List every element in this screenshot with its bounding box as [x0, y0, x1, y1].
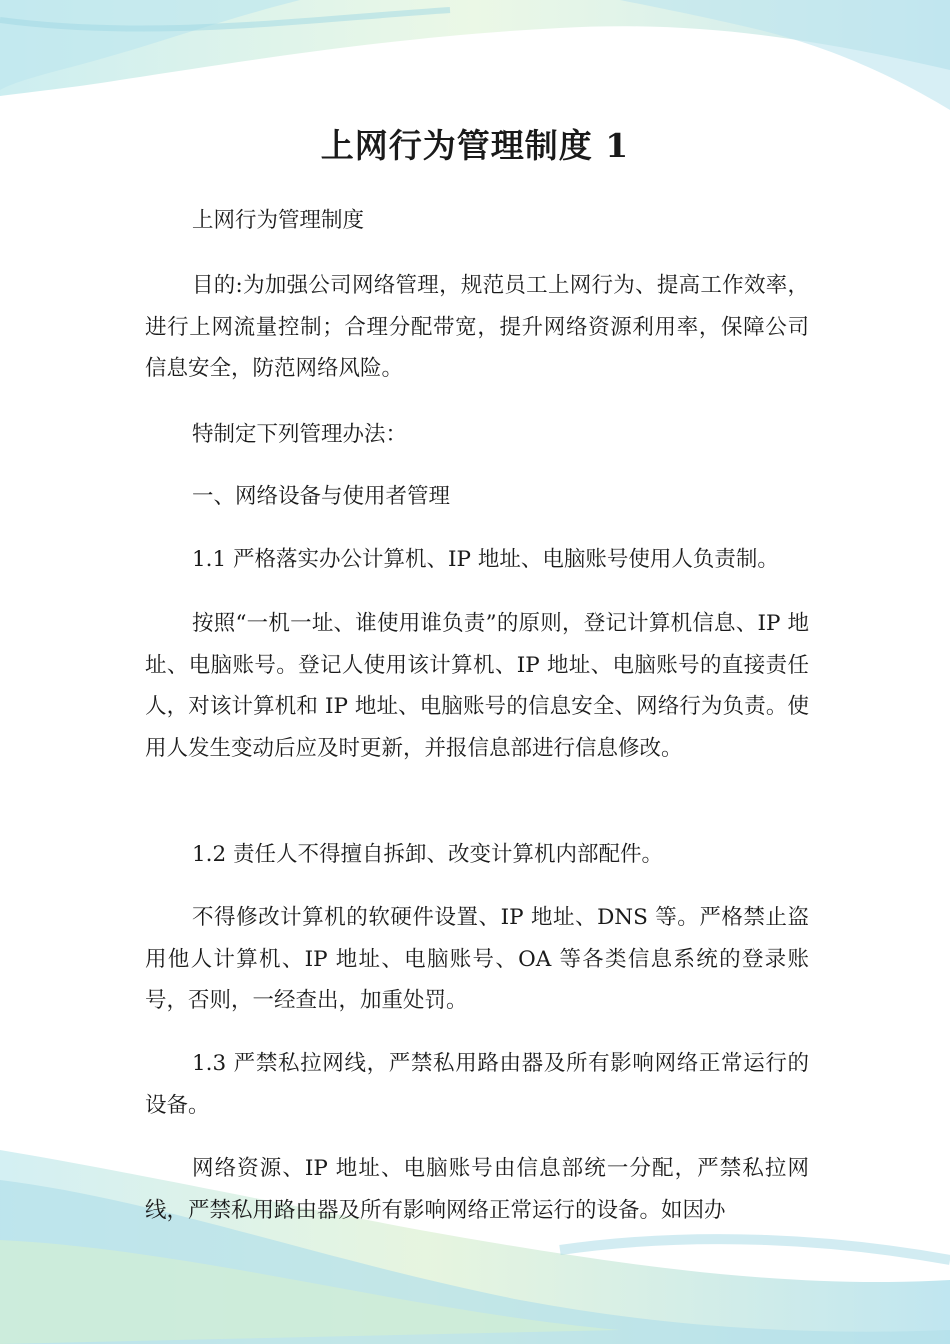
- clause-1-3: 1.3 严禁私拉网线，严禁私用路由器及所有影响网络正常运行的设备。: [145, 1051, 809, 1118]
- clause-1-1-detail: 按照“一机一址、谁使用谁负责”的原则，登记计算机信息、IP 地址、电脑账号。登记人使用该计算机、IP 地址、电脑账号的直接责任人，对该计算机和 IP 地址、电脑账号的信息安全、网络行为负责。使用人发生变动后应及时更新，并报信息部进行信息修改。: [145, 611, 809, 761]
- clause-1-2: 1.2 责任人不得擅自拆卸、改变计算机内部配件。: [192, 842, 664, 867]
- section-heading-1: 一、网络设备与使用者管理: [192, 484, 451, 509]
- clause-1-3-detail: 网络资源、IP 地址、电脑账号由信息部统一分配，严禁私拉网线，严禁私用路由器及所有影响网络正常运行的设备。如因办: [145, 1156, 809, 1223]
- purpose-paragraph: 目的:为加强公司网络管理，规范员工上网行为、提高工作效率，进行上网流量控制；合理分配带宽，提升网络资源利用率，保障公司信息安全，防范网络风险。: [145, 273, 809, 381]
- doc-subtitle: 上网行为管理制度: [192, 208, 365, 233]
- intro-paragraph: 特制定下列管理办法：: [192, 422, 408, 447]
- clause-1-1: 1.1 严格落实办公计算机、IP 地址、电脑账号使用人负责制。: [192, 547, 779, 572]
- clause-1-2-detail: 不得修改计算机的软硬件设置、IP 地址、DNS 等。严格禁止盗用他人计算机、IP 地址、电脑账号、OA 等各类信息系统的登录账号，否则，一经查出，加重处罚。: [145, 905, 809, 1013]
- document-title: 上网行为管理制度 1: [320, 126, 630, 165]
